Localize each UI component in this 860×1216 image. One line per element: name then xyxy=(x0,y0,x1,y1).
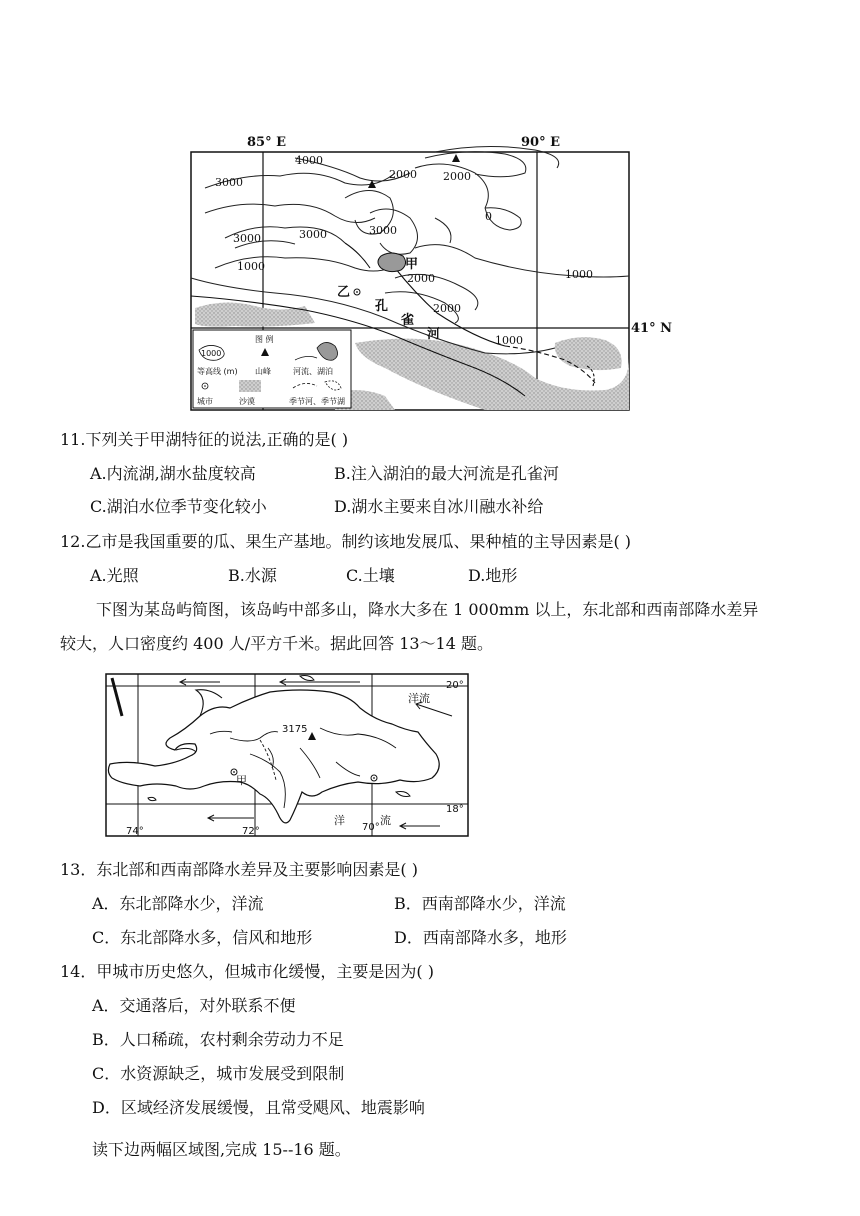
contour-label: 3000 xyxy=(299,228,327,241)
lon-70-label: 70° xyxy=(362,822,380,833)
q12-option-b[interactable]: B.水源 xyxy=(228,566,277,585)
contour-label: 0 xyxy=(485,210,492,223)
q14-option-c[interactable]: C．水资源缺乏，城市发展受到限制 xyxy=(92,1064,345,1083)
svg-text:季节河、季节湖: 季节河、季节湖 xyxy=(289,397,345,406)
contour-label: 2000 xyxy=(389,168,417,181)
map-island xyxy=(100,668,474,840)
q11-stem: 11.下列关于甲湖特征的说法,正确的是( ) xyxy=(60,430,349,449)
lon-85-label: 85° E xyxy=(247,135,287,150)
lon-90-label: 90° E xyxy=(521,135,561,150)
svg-text:等高线 (m): 等高线 (m) xyxy=(197,367,238,376)
q12-option-c[interactable]: C.土壤 xyxy=(346,566,395,585)
svg-text:城市: 城市 xyxy=(197,397,213,406)
svg-text:图 例: 图 例 xyxy=(255,335,274,344)
place-yi-label: 乙 xyxy=(337,285,351,300)
q11-option-b[interactable]: B.注入湖泊的最大河流是孔雀河 xyxy=(334,464,559,483)
place-jia-label: 甲 xyxy=(405,257,419,272)
contour-label: 4000 xyxy=(295,154,323,167)
lon-72-label: 72° xyxy=(242,826,260,837)
current-label: 洋 xyxy=(334,814,345,827)
intro-13-14-line1: 下图为某岛屿简图，该岛屿中部多山，降水大多在 1 000mm 以上，东北部和西南部降水差异 xyxy=(96,600,759,619)
intro-13-14-line2: 较大，人口密度约 400 人/平方千米。据此回答 13～14 题。 xyxy=(60,634,493,653)
q11-option-c[interactable]: C.湖泊水位季节变化较小 xyxy=(90,497,267,516)
contour-label: 3000 xyxy=(215,176,243,189)
q14-stem: 14．甲城市历史悠久，但城市化缓慢，主要是因为( ) xyxy=(60,962,434,981)
q13-option-a[interactable]: A．东北部降水少，洋流 xyxy=(92,894,264,913)
lat-18-label: 18° xyxy=(446,804,464,815)
q12-option-d[interactable]: D.地形 xyxy=(468,566,518,585)
svg-text:山峰: 山峰 xyxy=(255,367,271,376)
contour-label: 2000 xyxy=(443,170,471,183)
lon-74-label: 74° xyxy=(126,826,144,837)
svg-text:1000: 1000 xyxy=(201,349,222,358)
q12-option-a[interactable]: A.光照 xyxy=(90,566,139,585)
svg-text:河流、湖泊: 河流、湖泊 xyxy=(293,367,333,376)
q14-option-a[interactable]: A．交通落后，对外联系不便 xyxy=(92,996,296,1015)
q13-option-b[interactable]: B．西南部降水少，洋流 xyxy=(394,894,566,913)
river-char: 河 xyxy=(427,327,441,342)
contour-label: 3000 xyxy=(233,232,261,245)
lat-20-label: 20° xyxy=(446,680,464,691)
current-label: 洋流 xyxy=(408,692,430,705)
map-legend xyxy=(193,330,351,408)
q14-option-d[interactable]: D．区域经济发展缓慢，且常受飓风、地震影响 xyxy=(92,1098,425,1117)
contour-label: 1000 xyxy=(237,260,265,273)
contour-label: 1000 xyxy=(495,334,523,347)
current-label: 流 xyxy=(380,814,391,827)
city-jia-label: 甲 xyxy=(236,774,247,787)
contour-label: 1000 xyxy=(565,268,593,281)
q11-option-d[interactable]: D.湖水主要来自冰川融水补给 xyxy=(334,497,544,516)
svg-text:沙漠: 沙漠 xyxy=(239,397,255,406)
q14-option-b[interactable]: B．人口稀疏，农村剩余劳动力不足 xyxy=(92,1030,344,1049)
contour-label: 3000 xyxy=(369,224,397,237)
map-tarim-region xyxy=(185,128,672,413)
q13-option-d[interactable]: D．西南部降水多，地形 xyxy=(394,928,567,947)
q12-stem: 12.乙市是我国重要的瓜、果生产基地。制约该地发展瓜、果种植的主导因素是( ) xyxy=(60,532,632,551)
q13-option-c[interactable]: C．东北部降水多，信风和地形 xyxy=(92,928,313,947)
contour-label: 2000 xyxy=(433,302,461,315)
q11-option-a[interactable]: A.内流湖,湖水盐度较高 xyxy=(90,464,256,483)
river-char: 雀 xyxy=(401,313,415,328)
intro-15-16: 读下边两幅区域图,完成 15--16 题。 xyxy=(92,1140,351,1159)
river-char: 孔 xyxy=(375,299,389,314)
q13-stem: 13．东北部和西南部降水差异及主要影响因素是( ) xyxy=(60,860,418,879)
peak-elev-label: 3175 xyxy=(282,724,308,735)
lat-41-label: 41° N xyxy=(631,321,672,336)
contour-label: 2000 xyxy=(407,272,435,285)
